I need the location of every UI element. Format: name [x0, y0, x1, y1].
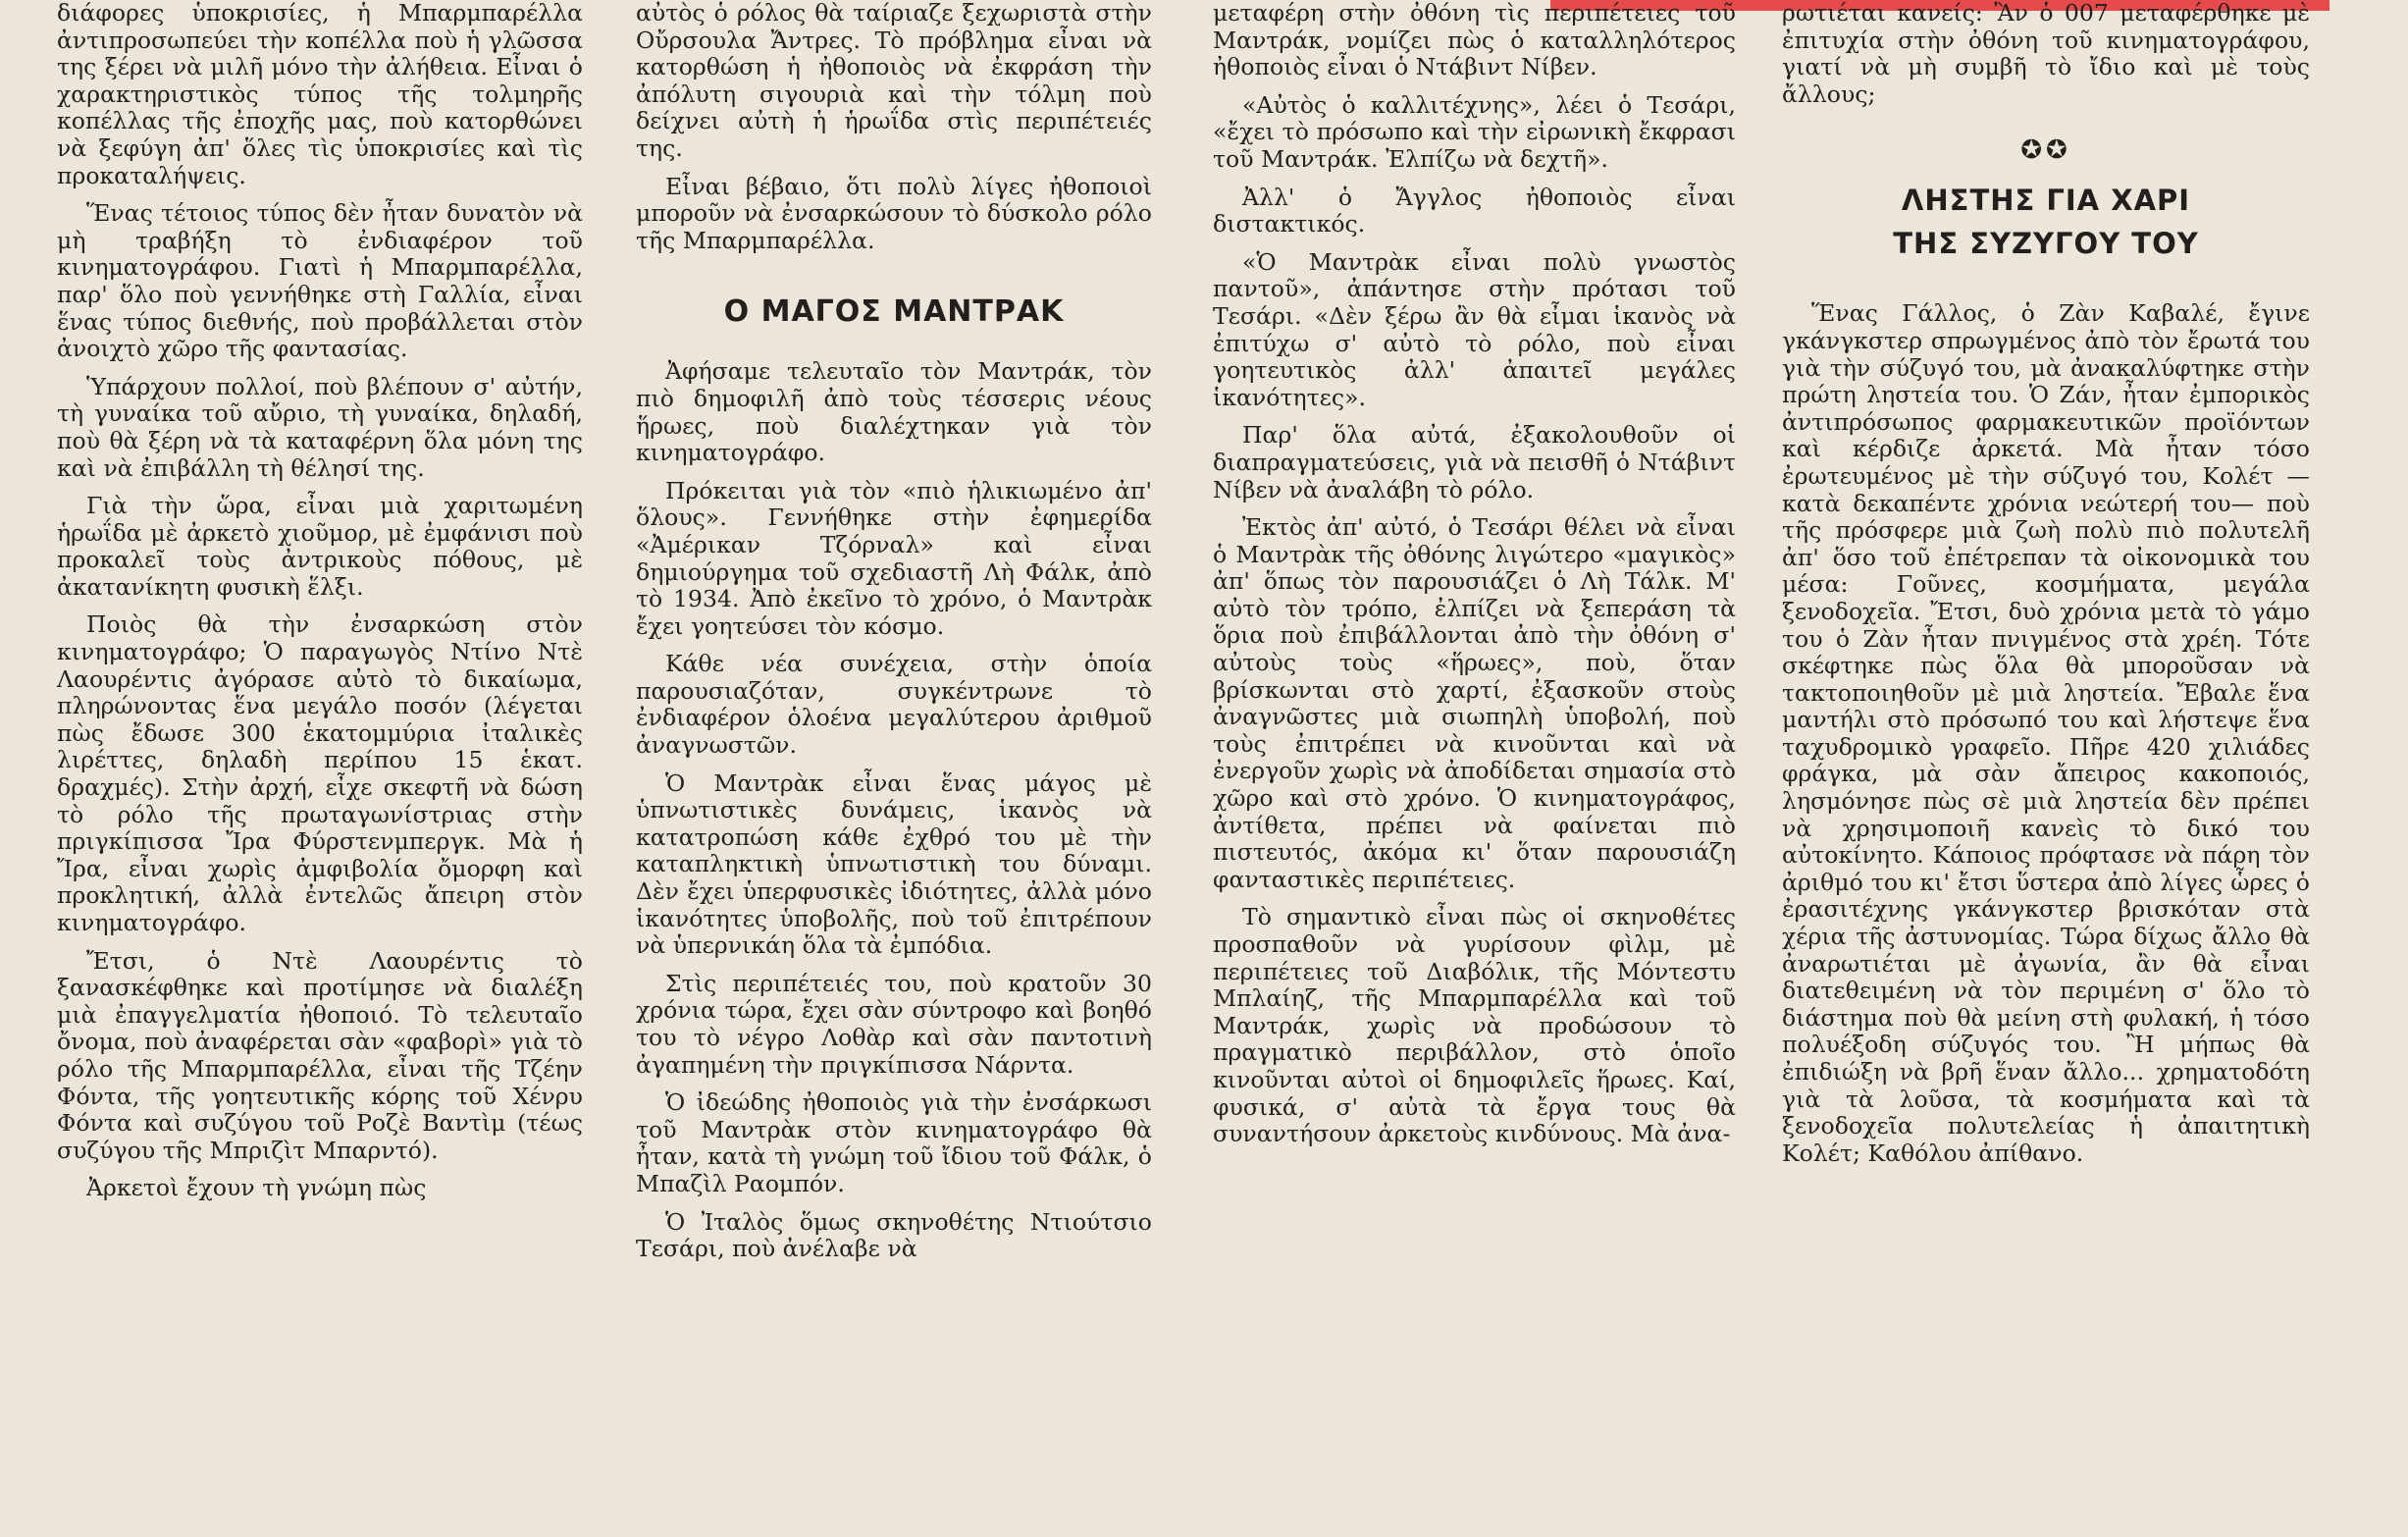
paragraph: Γιὰ τὴν ὥρα, εἶναι μιὰ χαριτωμένη ἡρωΐδα μὲ ἀρκετὸ χιοῦμορ, μὲ ἐμφάνισι ποὺ προκαλεῖ τοὺς ἀντρικοὺς πόθους, μὲ ἀκατανίκητη φυσικὴ ἕλξι.: [57, 492, 583, 601]
column-3: [1213, 0, 1736, 1537]
heading-line-2: ΤΗΣ ΣΥΖΥΓΟΥ ΤΟΥ: [1893, 227, 2199, 261]
paragraph: ρωτιέται κανείς: Ἂν ὁ 007 μεταφέρθηκε μὲ ἐπιτυχία στὴν ὀθόνη τοῦ κινηματογράφου, γιατί νὰ μὴ συμβῆ τὸ ἴδιο καὶ μὲ τοὺς ἄλλους;: [1782, 0, 2310, 108]
paragraph: Ὁ ἰδεώδης ἠθοποιὸς γιὰ τὴν ἐνσάρκωσι τοῦ Μαντρὰκ στὸν κινηματογράφο θὰ ἦταν, κατὰ τὴ γνώμη τοῦ ἴδιου τοῦ Φάλκ, ὁ Μπαζὶλ Ραομπόν.: [636, 1088, 1152, 1197]
paragraph: αὐτὸς ὁ ρόλος θὰ ταίριαζε ξεχωριστὰ στὴν Οὔρσουλα Ἄντρες. Τὸ πρόβλημα εἶναι νὰ κατορθώση ἡ ἠθοποιὸς νὰ ἐκφράση τὴν ἀπόλυτη σιγουριὰ καὶ τὴν τόλμη ποὺ δείχνει αὐτὴ ἡ ἡρωΐδα στὶς περιπέτειές της.: [636, 0, 1152, 162]
paragraph: Ἀρκετοὶ ἔχουν τὴ γνώμη πὼς: [86, 1174, 427, 1202]
paragraph: Ποιὸς θὰ τὴν ἐνσαρκώση στὸν κινηματογράφο; Ὁ παραγωγὸς Ντίνο Ντὲ Λαουρέντις ἀγόρασε αὐτὸ τὸ δικαίωμα, πληρώνοντας ἕνα μεγάλο ποσόν (λέγεται πὼς ἔδωσε 300 ἑκατομμύρια ἰταλικὲς λιρέττες, δηλαδὴ περίπου 15 ἑκατ. δραχμές). Στὴν ἀρχή, εἶχε σκεφτῆ νὰ δώση τὸ ρόλο τῆς πρωταγωνίστριας στὴν πριγκίπισσα Ἴρα Φύρστενμπεργκ. Μὰ ἡ Ἴρα, εἶναι χωρὶς ἀμφιβολία ὄμορφη καὶ προκλητική, ἀλλὰ ἐντελῶς ἄπειρη στὸν κινηματογράφο.: [57, 610, 583, 936]
paragraph: Εἶναι βέβαιο, ὅτι πολὺ λίγες ἠθοποιοὶ μποροῦν νὰ ἐνσαρκώσουν τὸ δύσκολο ρόλο τῆς Μπαρμπαρέλλα.: [636, 172, 1152, 254]
paragraph: Ὑπάρχουν πολλοί, ποὺ βλέπουν σ' αὐτήν, τὴ γυναίκα τοῦ αὔριο, τὴ γυναίκα, δηλαδή, ποὺ θὰ ξέρη νὰ τὰ καταφέρνη ὅλα μόνη της καὶ νὰ ἐπιβάλλη τὴ θέλησί της.: [57, 372, 583, 482]
paragraph: Ἔτσι, ὁ Ντὲ Λαουρέντις τὸ ξανασκέφθηκε καὶ προτίμησε νὰ διαλέξη μιὰ ἐπαγγελματία ἠθοποιό. Τὸ τελευταῖο ὄνομα, ποὺ ἀναφέρεται σὰν «φαβορὶ» γιὰ τὸ ρόλο τῆς Μπαρμπαρέλλα, εἶναι τῆς Τζέην Φόντα, τῆς γοητευτικῆς κόρης τοῦ Χένρυ Φόντα καὶ συζύγου τοῦ Ροζὲ Βαντὶμ (τέως συζύγου τῆς Μπριζὶτ Μπαρντό).: [57, 946, 583, 1164]
column-2-paragraphs-after-heading: [636, 358, 1152, 1262]
column-4-paragraphs-after-heading: [1782, 300, 2310, 1167]
paragraph: Ἐκτὸς ἀπ' αὐτό, ὁ Τεσάρι θέλει νὰ εἶναι ὁ Μαντρὰκ τῆς ὀθόνης λιγώτερο «μαγικὸς» ἀπ' ὅπως τὸν παρουσιάζει ὁ Λὴ Τάλκ. Μ' αὐτὸ τὸν τρόπο, ἐλπίζει νὰ ξεπεράση τὰ ὅρια ποὺ ἐπιβάλλονται ἀπὸ τὴν ὀθόνη σ' αὐτοὺς τοὺς «ἥρωες», ποὺ, ὅταν βρίσκωνται στὸ χαρτί, ἐξασκοῦν στοὺς ἀναγνῶστες μιὰ σιωπηλὴ ὑποβολή, ποὺ τοὺς ἐπιτρέπει νὰ κινοῦνται καὶ νὰ ἐνεργοῦν χωρὶς νὰ ἀποδίδεται σημασία στὸ χῶρο καὶ στὸ χρόνο. Ὁ κινηματογράφος, ἀντίθετα, πρέπει νὰ φαίνεται πιὸ πιστευτός, ἀκόμα κι' ὅταν παρουσιάζη φανταστικὲς περιπέτειες.: [1213, 513, 1736, 893]
paragraph: μεταφέρη στὴν ὀθόνη τὶς περιπέτειες τοῦ Μαντράκ, νομίζει πὼς ὁ καταλληλότερος ἠθοποιὸς εἶναι ὁ Ντάβιντ Νίβεν.: [1213, 0, 1736, 81]
paragraph: Ἀλλ' ὁ Ἄγγλος ἠθοποιὸς εἶναι διστακτικός.: [1213, 183, 1736, 238]
paragraph: Ἀφήσαμε τελευταῖο τὸν Μαντράκ, τὸν πιὸ δημοφιλῆ ἀπὸ τοὺς τέσσερις νέους ἥρωες, ποὺ διαλέχτηκαν γιὰ τὸν κινηματογράφο.: [636, 357, 1152, 467]
column-2-paragraphs: [636, 0, 1152, 254]
paragraph: Ὁ Ἰταλὸς ὅμως σκηνοθέτης Ντιούτσιο Τεσάρι, ποὺ ἀνέλαβε νὰ: [636, 1207, 1152, 1263]
paragraph: Πρόκειται γιὰ τὸν «πιὸ ἡλικιωμένο ἀπ' ὅλους». Γεννήθηκε στὴν ἐφημερίδα «Ἀμέρικαν Τζόρναλ» καὶ εἶναι δημιούργημα τοῦ σχεδιαστῆ Λὴ Φάλκ, ἀπὸ τὸ 1934. Ἀπὸ ἐκεῖνο τὸ χρόνο, ὁ Μαντρὰκ ἔχει γοητεύσει τὸν κόσμο.: [636, 476, 1152, 640]
paragraph: Κάθε νέα συνέχεια, στὴν ὁποία παρουσιαζόταν, συγκέντρωνε τὸ ἐνδιαφέρον ὁλοένα μεγαλύτερου ἀριθμοῦ ἀναγνωστῶν.: [636, 650, 1152, 760]
column-2: [636, 0, 1152, 1537]
column-4: [1782, 0, 2310, 1537]
column-3-paragraphs: [1213, 0, 1736, 1148]
heading-magos-mandrak: Ο ΜΑΓΟΣ ΜΑΝΤΡΑΚ: [723, 294, 1065, 330]
paragraph: Παρ' ὅλα αὐτά, ἐξακολουθοῦν οἱ διαπραγματεύσεις, γιὰ νὰ πεισθῆ ὁ Ντάβιντ Νίβεν νὰ ἀναλάβη τὸ ρόλο.: [1213, 421, 1736, 504]
paragraph: διάφορες ὑποκρισίες, ἡ Μπαρμπαρέλλα ἀντιπροσωπεύει τὴν κοπέλλα ποὺ ἡ γλῶσσα της ξέρει νὰ μιλῆ μόνο τὴν ἀλήθεια. Εἶναι ὁ χαρακτηριστικὸς τύπος τῆς τολμηρῆς κοπέλλας τῆς ἐποχῆς μας, ποὺ κατορθώνει νὰ ξεφύγη ἀπ' ὅλες τὶς ὑποκρισίες καὶ τὶς προκαταλήψεις.: [57, 0, 583, 189]
paragraph: «Ὁ Μαντρὰκ εἶναι πολὺ γνωστὸς παντοῦ», ἀπάντησε στὴν πρότασι τοῦ Τεσάρι. «Δὲν ξέρω ἂν θὰ εἶμαι ἱκανὸς νὰ ἐπιτύχω σ' αὐτὸ τὸ ρόλο, ποὺ εἶναι γοητευτικὸς ἀλλ' ἀπαιτεῖ μεγάλες ἱκανότητες».: [1213, 247, 1736, 411]
heading-listis-gia-xari: [1782, 179, 2310, 265]
paragraph: Ἕνας Γάλλος, ὁ Ζὰν Καβαλέ, ἔγινε γκάνγκστερ σπρωγμένος ἀπὸ τὸν ἔρωτά του γιὰ τὴν σύζυγό του, μὰ ἀνακαλύφτηκε στὴν πρώτη ληστεία του. Ὁ Ζάν, ἦταν ἐμπορικὸς ἀντιπρόσωπος φαρμακευτικῶν προϊόντων καὶ κέρδιζε ἀρκετά. Μὰ ἦταν τόσο ἐρωτευμένος μὲ τὴν σύζυγό του, Κολέτ —κατὰ δεκαπέντε χρόνια νεώτερή του— ποὺ τῆς πρόσφερε μιὰ ζωὴ πολὺ πιὸ πολυτελῆ ἀπ' ὅσο τοῦ ἐπέτρεπαν τὰ οἰκονομικὰ του μέσα: Γοῦνες, κοσμήματα, μεγάλα ξενοδοχεῖα. Ἔτσι, δυὸ χρόνια μετὰ τὸ γάμο του ὁ Ζὰν ἦταν πνιγμένος στὰ χρέη. Τότε σκέφτηκε πὼς ὅλα θὰ μποροῦσαν νὰ τακτοποιηθοῦν μὲ μιὰ ληστεία. Ἔβαλε ἕνα μαντήλι στὸ πρόσωπό του καὶ λήστεψε ἕνα ταχυδρομικὸ γραφεῖο. Πῆρε 420 χιλιάδες φράγκα, μὰ σὰν ἄπειρος κακοποιός, λησμόνησε πὼς σὲ μιὰ ληστεία δὲν πρέπει νὰ χρησιμοποιῆ κανεὶς τὸ δικό του αὐτοκίνητο. Κάποιος πρόφτασε νὰ πάρη τὸν ἀριθμό του κι' ἔτσι ὕστερα ἀπὸ λίγες ὧρες ὁ ἐρασιτέχνης γκάνγκστερ βρισκόταν στὰ χέρια τῆς ἀστυνομίας. Τώρα δίχως ἄλλο θὰ ἀναρωτιέται μὲ ἀγωνία, ἂν θὰ εἶναι διατεθειμένη νὰ τὸν περιμένη σ' ὅλο τὸ διάστημα ποὺ θὰ μείνη στὴ φυλακή, ἡ τόσο πολυέξοδη σύζυγός του. Ἢ μήπως θὰ ἐπιδιώξη νὰ βρῆ ἕναν ἄλλο... χρηματοδότη γιὰ τὰ λοῦσα, τὰ κοσμήματα καὶ τὰ ξενοδοχεῖα πολυτελείας ἡ ἀπαιτητικὴ Κολέτ; Καθόλου ἀπίθανο.: [1782, 299, 2310, 1167]
column-1-paragraphs: [57, 0, 583, 1202]
paragraph: Στὶς περιπέτειές του, ποὺ κρατοῦν 30 χρόνια τώρα, ἔχει σὰν σύντροφο καὶ βοηθό του τὸ νέγρο Λοθὰρ καὶ σὰν παντοτινὴ ἀγαπημένη τὴν πριγκίπισσα Νάρντα.: [636, 969, 1152, 1079]
heading-line-1: ΛΗΣΤΗΣ ΓΙΑ ΧΑΡΙ: [1901, 184, 2191, 218]
column-4-paragraphs: [1782, 0, 2310, 108]
column-1: [57, 0, 583, 1537]
paragraph: «Αὐτὸς ὁ καλλιτέχνης», λέει ὁ Τεσάρι, «ἔχει τὸ πρόσωπο καὶ τὴν εἰρωνικὴ ἔκφρασι τοῦ Μαντράκ. Ἐλπίζω νὰ δεχτῆ».: [1213, 90, 1736, 173]
paragraph: Ἕνας τέτοιος τύπος δὲν ἦταν δυνατὸν νὰ μὴ τραβήξη τὸ ἐνδιαφέρον τοῦ κινηματογράφου. Γιατὶ ἡ Μπαρμπαρέλλα, παρ' ὅλο ποὺ γεννήθηκε στὴ Γαλλία, εἶναι ἕνας τύπος διεθνής, ποὺ προβάλλεται στὸν ἀνοιχτὸ χῶρο τῆς φαντασίας.: [57, 199, 583, 363]
decorative-stars-icon: ✪✪: [2020, 135, 2071, 166]
paragraph: Τὸ σημαντικὸ εἶναι πὼς οἱ σκηνοθέτες προσπαθοῦν νὰ γυρίσουν φὶλμ, μὲ περιπέτειες τοῦ Διαβόλικ, τῆς Μόντεστυ Μπλαίηζ, τῆς Μπαρμπαρέλλα καὶ τοῦ Μαντράκ, χωρὶς νὰ προδώσουν τὸ πραγματικὸ περιβάλλον, στὸ ὁποῖο κινοῦνται αὐτοὶ οἱ δημοφιλεῖς ἥρωες. Καί, φυσικά, σ' αὐτὰ τὰ ἔργα τους θὰ συναντήσουν ἀρκετοὺς κινδύνους. Μὰ ἀνα-: [1213, 903, 1736, 1148]
paragraph: Ὁ Μαντρὰκ εἶναι ἕνας μάγος μὲ ὑπνωτιστικὲς δυνάμεις, ἱκανὸς νὰ κατατροπώση κάθε ἐχθρό του μὲ τὴν καταπληκτικὴ ὑπνωτιστικὴ του δύναμι. Δὲν ἔχει ὑπερφυσικὲς ἰδιότητες, ἀλλὰ μόνο ἱκανότητες ὑποβολῆς, ποὺ τοῦ ἐπιτρέπουν νὰ ὑπερνικάη ὅλα τὰ ἐμπόδια.: [636, 768, 1152, 960]
